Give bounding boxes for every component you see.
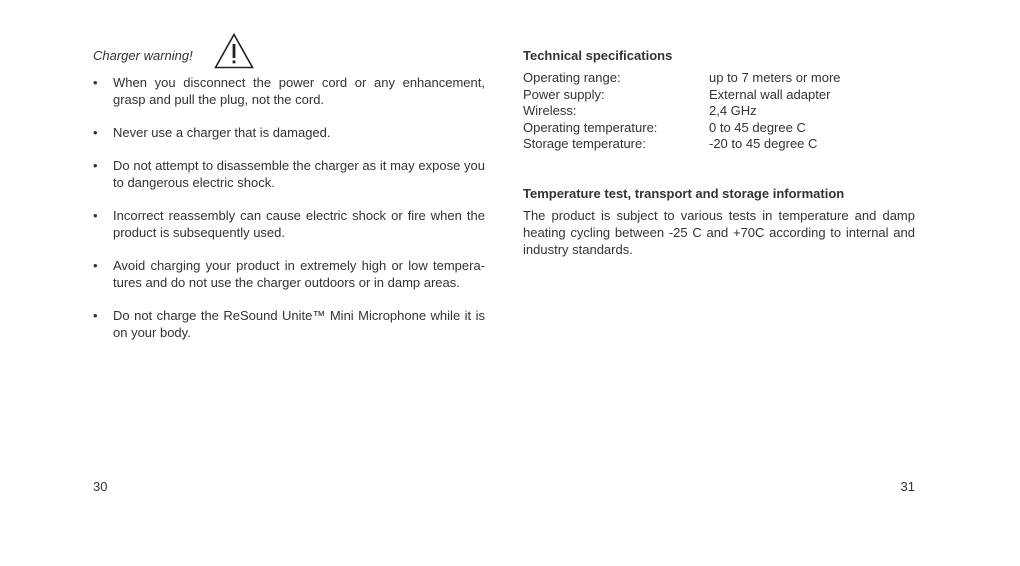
page-number-left: 30 (93, 479, 108, 494)
spec-row (523, 70, 915, 87)
list-item (93, 157, 485, 191)
spec-row (523, 136, 915, 153)
spec-value: up to 7 meters or more (709, 70, 841, 85)
spec-value: External wall adapter (709, 86, 831, 102)
spec-value: 0 to 45 degree C (709, 119, 806, 135)
list-item (93, 257, 485, 291)
bullet-text: Avoid charging your product in extremely high or low tempera-tures and do not use the charger outdoors or in damp areas. (113, 258, 485, 290)
bullet-text: Do not charge the ReSound Unite™ Mini Microphone while it is on your body. (113, 308, 485, 340)
spec-row (523, 87, 915, 104)
bullet-text: Never use a charger that is damaged. (113, 125, 331, 140)
spec-value: -20 to 45 degree C (709, 136, 818, 151)
spec-label: Operating temperature: (523, 119, 658, 135)
spec-heading: Technical specifications (523, 48, 673, 63)
bullet-text: When you disconnect the power cord or any enhancement, grasp and pull the plug, not the cord. (113, 75, 485, 107)
spec-value: 2,4 GHz (709, 103, 757, 118)
bullet-text: Do not attempt to disassemble the charger as it may expose you to dangerous electric shock. (113, 158, 485, 190)
temperature-text: The product is subject to various tests in temperature and damp heating cycling between -25 C and +70C according to internal and industry standards. (523, 208, 915, 257)
bullet-dot: • (93, 308, 98, 323)
warning-header (93, 33, 393, 69)
bullet-text: Incorrect reassembly can cause electric shock or fire when the product is subsequently used. (113, 208, 485, 240)
spec-label: Wireless: (523, 103, 577, 118)
bullet-dot: • (93, 75, 98, 90)
bullet-dot: • (93, 158, 98, 173)
bullet-dot: • (93, 258, 98, 273)
page-number-right: 31 (900, 479, 915, 494)
spec-table (523, 70, 915, 153)
temperature-heading: Temperature test, transport and storage information (523, 186, 845, 201)
spec-row (523, 103, 915, 120)
list-item (93, 124, 485, 141)
spec-label: Storage temperature: (523, 136, 646, 151)
list-item (93, 307, 485, 341)
warning-bullet-list (93, 74, 485, 357)
warning-triangle-icon (214, 33, 254, 69)
list-item (93, 207, 485, 241)
list-item (93, 74, 485, 108)
bullet-dot: • (93, 125, 98, 140)
spec-label: Power supply: (523, 86, 605, 102)
bullet-dot: • (93, 208, 98, 223)
spec-label: Operating range: (523, 70, 621, 85)
warning-title: Charger warning! (93, 48, 193, 63)
spec-row (523, 120, 915, 137)
